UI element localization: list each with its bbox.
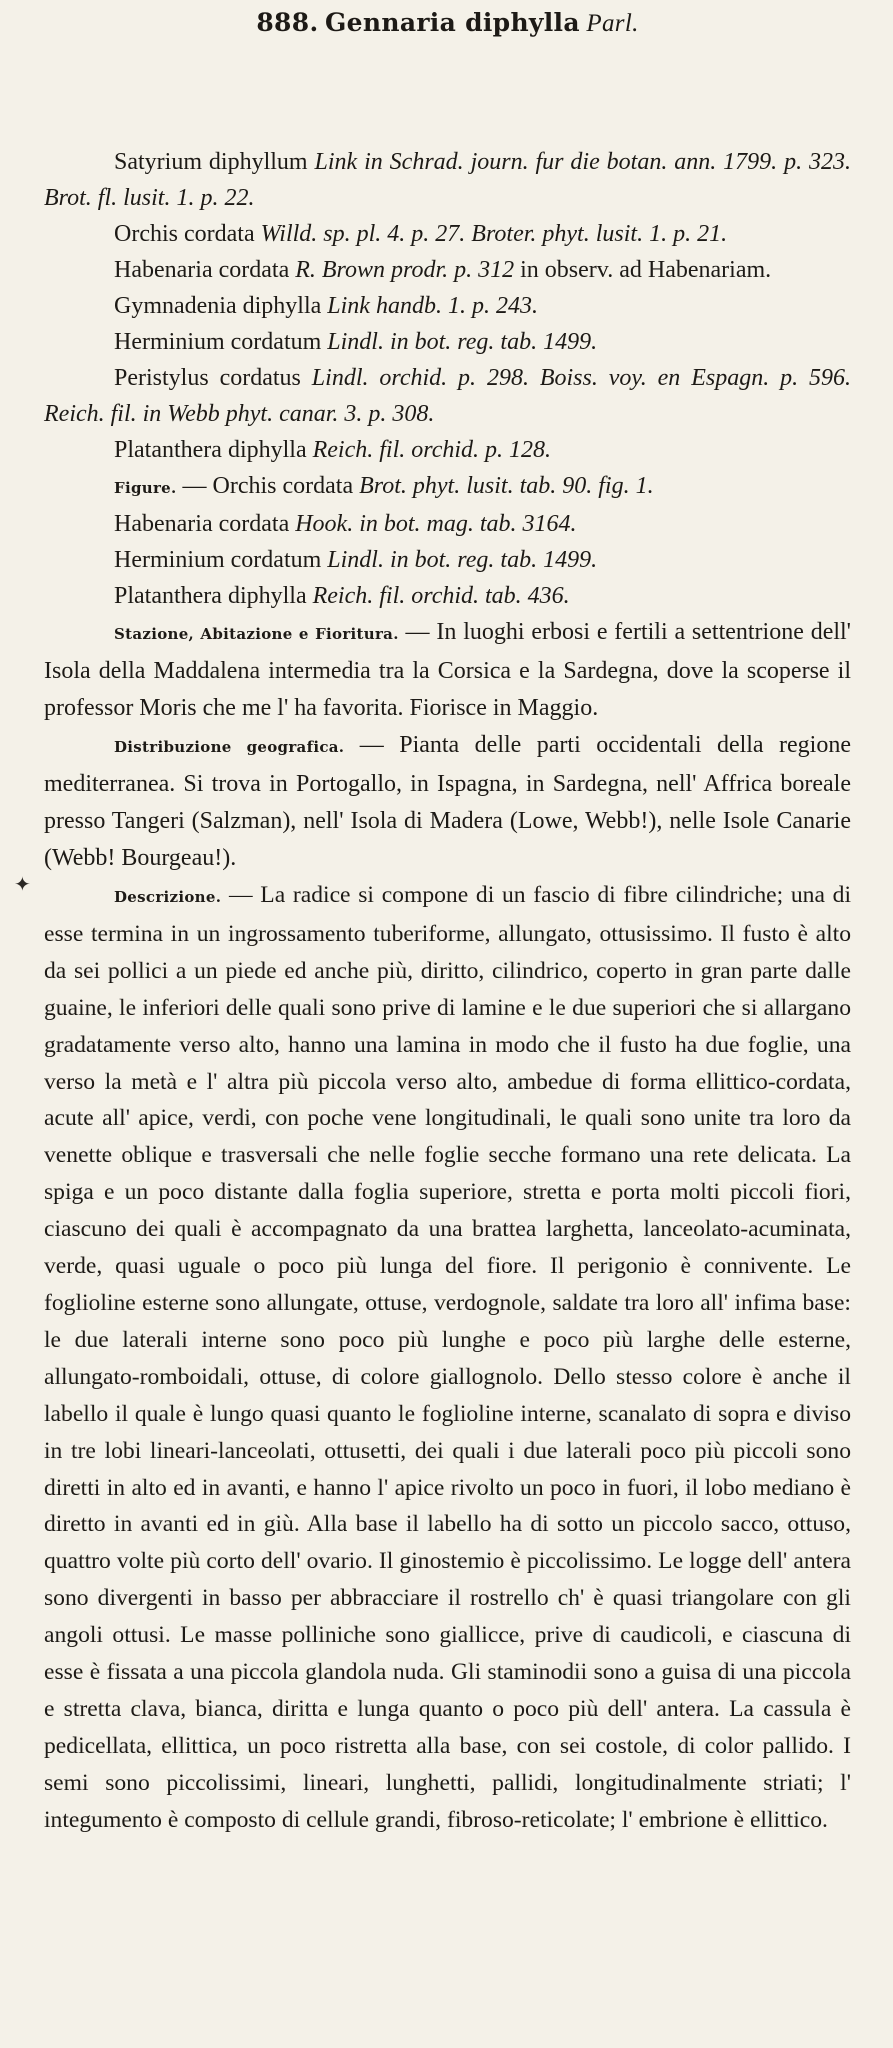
figure-entry [44, 506, 851, 542]
species-author: Parl. [586, 10, 639, 37]
synonym-name: Platanthera diphylla [114, 437, 313, 463]
synonym-name: Herminium cordatum [114, 329, 328, 355]
stazione-text: In luoghi erbosi e fertili a settentrione dell' Isola della Maddalena intermedia tra la Corsica e la Sardegna, dove la scoperse il professor Moris che me l' ha favorita. Fiorisce in Maggio. [44, 619, 852, 721]
figure-name: Herminium cordatum [114, 547, 328, 573]
synonym-entry [44, 432, 851, 468]
figure-name: Habenaria cordata [114, 511, 296, 537]
synonym-citation: Lindl. in bot. reg. tab. 1499. [327, 329, 598, 355]
species-number: 888. [256, 8, 319, 37]
synonym-name: Gymnadenia diphylla [114, 293, 328, 319]
descrizione-paragraph: Descrizione. — La radice si compone di un fascio di fibre cilindriche; una di esse termina in un ingrossamento tuberiforme, allungato, ottusissimo. Il fusto è alto da sei pollici a un piede ed anche più, diritto, cilindrico, coperto in gran parte dalle guaine, le inferiori delle quali sono prive di lamine e le due superiori che si allargano gradatamente verso alto, hanno una lamina in modo che il fusto ha due foglie, una verso la metà e l' altra più piccola verso alto, ambedue di forma ellittico-cordata, acute all' apice, verdi, con poche vene longitudinali, le quali sono unite tra loro da venette oblique e trasversali che nelle foglie secche formano una rete delicata. La spiga e un poco distante dalla foglia superiore, stretta e porta molti piccoli fiori, ciascuno dei quali è accompagnato da una brattea larghetta, lanceolato-acuminata, verde, quasi uguale o poco più lunga del fiore. Il perigonio è connivente. Le foglioline esterne sono allungate, ottuse, verdognole, saldate tra loro all' infima base: le due laterali interne sono poco più lunghe e poco più larghe delle esterne, allungato-romboidali, ottuse, di colore giallognolo. Dello stesso colore è anche il labello il quale è lungo quasi quanto le foglioline interne, scanalato di sopra e diviso in tre lobi lineari-lanceolati, ottusetti, dei quali i due laterali poco più piccoli sono diretti in alto ed in avanti, e hanno l' apice rivolto un poco in fuori, il lobo mediano è diretto in avanti ed in giù. Alla base il labello ha di sotto un piccolo sacco, ottuso, quattro volte più corto dell' ovario. Il ginostemio è piccolissimo. Le logge dell' antera sono divergenti in basso per abbracciare il rostrello ch' è quasi triangolare con gli angoli ottusi. Le masse polliniche sono giallicce, prive di caudicoli, e ciascuna di esse è fissata a una piccola glandola nuda. Gli staminodii sono a guisa di una piccola e stretta clava, bianca, diritta e lunga quanto o poco più dell' antera. La cassula è pedicellata, ellittica, un poco ristretta alla base, con sei costole, di color pallido. I semi sono piccolissimi, lineari, lunghetti, pallidi, longitudinalmente striati; l' integumento è composto di cellule grandi, fibroso-reticolate; l' embrione è ellittico. [44, 882, 852, 1833]
synonym-name: Orchis cordata [114, 221, 261, 247]
synonym-name: Peristylus cordatus [114, 365, 312, 391]
synonym-citation: Lindl. orchid. p. 298. Boiss. voy. en Espagn. p. 596. Reich. fil. in Webb phyt. canar. 3. p. 308. [44, 365, 852, 427]
distribuzione-text: Pianta delle parti occidentali della regione mediterranea. Si trova in Portogallo, in Ispagna, in Sardegna, nell' Affrica boreale presso Tangeri (Salzman), nell' Isola di Madera (Lowe, Webb!), nelle Isole Canarie (Webb! Bourgeau!). [44, 732, 851, 871]
figure-citation: Reich. fil. orchid. tab. 436. [312, 583, 570, 609]
synonym-entry [44, 216, 851, 252]
synonym-entry [44, 360, 851, 432]
synonym-tail: in observ. ad Habenariam. [514, 257, 772, 283]
figure-name: Orchis cordata [212, 473, 360, 499]
species-heading [44, 8, 851, 39]
figures-label: Figure. [114, 479, 177, 497]
figure-citation: Hook. in bot. mag. tab. 3164. [295, 511, 577, 537]
figure-entry: Figure. — Orchis cordata Brot. phyt. lusit. tab. 90. fig. 1. [114, 473, 654, 499]
synonym-citation: R. Brown prodr. p. 312 [295, 257, 515, 283]
synonym-citation: Willd. sp. pl. 4. p. 27. Broter. phyt. lusit. 1. p. 21. [260, 221, 728, 247]
figure-entry [44, 578, 851, 614]
figure-name: Platanthera diphylla [114, 583, 313, 609]
synonym-entry [44, 252, 851, 288]
synonym-citation: Link in Schrad. journ. fur die botan. ann. 1799. p. 323. Brot. fl. lusit. 1. p. 22. [44, 149, 851, 211]
distribuzione-label: Distribuzione geografica. [114, 738, 345, 756]
figure-entry [44, 542, 851, 578]
synonym-entry [44, 324, 851, 360]
synonym-name: Habenaria cordata [114, 257, 296, 283]
synonym-citation: Reich. fil. orchid. p. 128. [312, 437, 552, 463]
synonym-citation: Link handb. 1. p. 243. [327, 293, 538, 319]
stazione-paragraph: Stazione, Abitazione e Fioritura. — In luoghi erbosi e fertili a settentrione dell' Isola della Maddalena intermedia tra la Corsica e la Sardegna, dove la scoperse il professor Moris che me l' ha favorita. Fiorisce in Maggio. [44, 619, 852, 721]
figure-citation: Lindl. in bot. reg. tab. 1499. [327, 547, 598, 573]
synonym-entry [44, 144, 851, 216]
synonym-list [44, 39, 851, 468]
margin-mark-icon: ✦ [14, 874, 31, 896]
synonym-entry [44, 288, 851, 324]
descrizione-text: La radice si compone di un fascio di fibre cilindriche; una di esse termina in un ingrossamento tuberiforme, allungato, ottusissimo. Il fusto è alto da sei pollici a un piede ed anche più, diritto, cilindrico, coperto in gran parte dalle guaine, le inferiori delle quali sono prive di lamine e le due superiori che si allargano gradatamente verso alto, hanno una lamina in modo che il fusto ha due foglie, una verso la metà e l' altra più piccola verso alto, ambedue di forma ellittico-cordata, acute all' apice, verdi, con poche vene longitudinali, le quali sono unite tra loro da venette oblique e trasversali che nelle foglie secche formano una rete delicata. La spiga e un poco distante dalla foglia superiore, stretta e porta molti piccoli fiori, ciascuno dei quali è accompagnato da una brattea larghetta, lanceolato-acuminata, verde, quasi uguale o poco più lunga del fiore. Il perigonio è connivente. Le foglioline esterne sono allungate, ottuse, verdognole, saldate tra loro all' infima base: le due laterali interne sono poco più lunghe e poco più larghe delle esterne, allungato-romboidali, ottuse, di colore giallognolo. Dello stesso colore è anche il labello il quale è lungo quasi quanto le foglioline interne, scanalato di sopra e diviso in tre lobi lineari-lanceolati, ottusetti, dei quali i due laterali poco più piccoli sono diretti in alto ed in avanti, e hanno l' apice rivolto un poco in fuori, il lobo mediano è diretto in avanti ed in giù. Alla base il labello ha di sotto un piccolo sacco, ottuso, quattro volte più corto dell' ovario. Il ginostemio è piccolissimo. Le logge dell' antera sono divergenti in basso per abbracciare il rostrello ch' è quasi triangolare con gli angoli ottusi. Le masse polliniche sono giallicce, prive di caudicoli, e ciascuna di esse è fissata a una piccola glandola nuda. Gli staminodii sono a guisa di una piccola e stretta clava, bianca, diritta e lunga quanto o poco più dell' antera. La cassula è pedicellata, ellittica, un poco ristretta alla base, con sei costole, di color pallido. I semi sono piccolissimi, lineari, lunghetti, pallidi, longitudinalmente striati; l' integumento è composto di cellule grandi, fibroso-reticolate; l' embrione è ellittico. [44, 882, 852, 1833]
descrizione-label: Descrizione. [114, 888, 222, 906]
species-name: Gennaria diphylla [325, 8, 580, 37]
figure-citation: Brot. phyt. lusit. tab. 90. fig. 1. [359, 473, 654, 499]
synonym-name: Satyrium diphyllum [114, 149, 315, 175]
stazione-label: Stazione, Abitazione e Fioritura. [114, 625, 399, 643]
figures-block [44, 468, 851, 614]
distribuzione-paragraph: Distribuzione geografica. — Pianta delle parti occidentali della regione mediterranea. Si trova in Portogallo, in Ispagna, in Sardegna, nell' Affrica boreale presso Tangeri (Salzman), nell' Isola di Madera (Lowe, Webb!), nelle Isole Canarie (Webb! Bourgeau!). [44, 732, 851, 871]
